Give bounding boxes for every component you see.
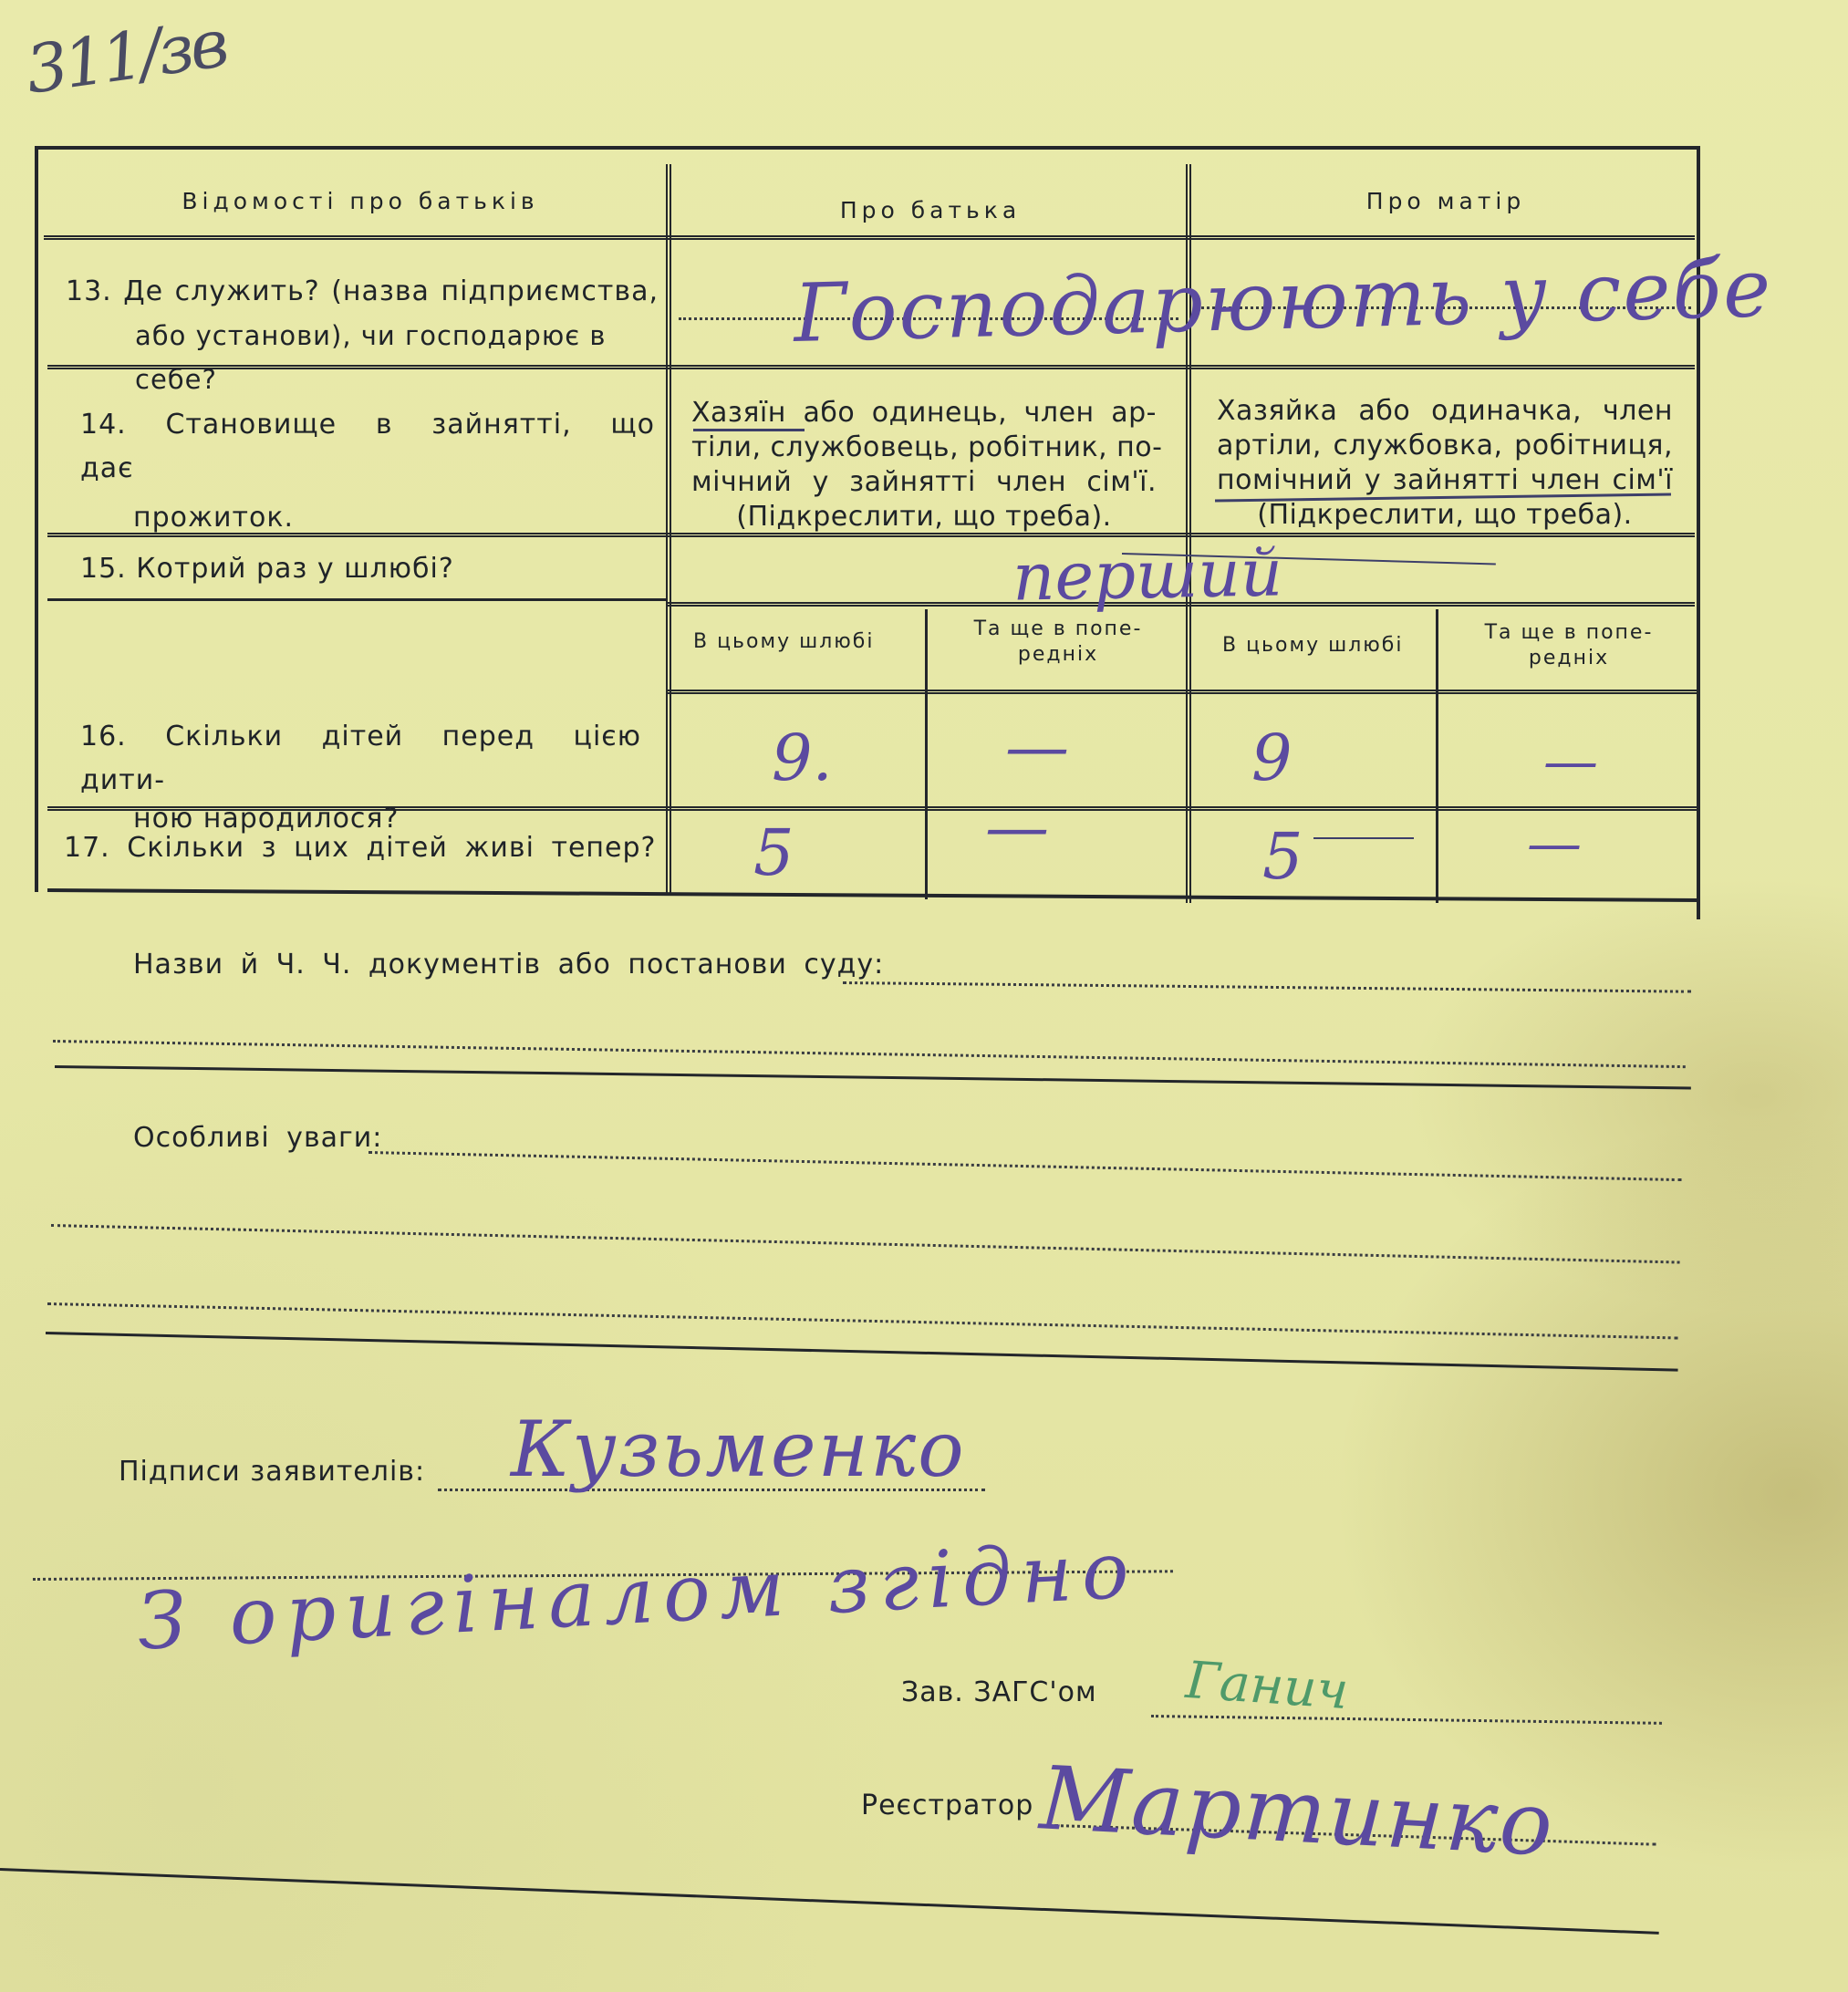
father-option-line-4: (Підкреслити, що треба). [736, 501, 1112, 533]
row-divider-15-left [47, 598, 668, 601]
page-bottom-rule [0, 1868, 1659, 1935]
mother-previous-header-line2: редніх [1528, 647, 1610, 669]
remarks-line-3 [47, 1302, 1678, 1339]
documents-separator [55, 1065, 1691, 1089]
q17-father-this-value: 5 [753, 815, 794, 890]
question-15-label: 15. Котрий раз у шлюбі? [80, 553, 454, 585]
father-previous-header [930, 617, 1186, 668]
table-border-left [35, 146, 38, 892]
documents-line-2 [53, 1040, 1686, 1068]
archive-note: 311/зв [21, 5, 230, 109]
question-16-line2: ною народилося? [133, 803, 400, 835]
table-border-top [35, 146, 1700, 150]
question-17-label [64, 826, 656, 870]
father-employment-options [691, 396, 1163, 534]
q13-handwritten-answer: Господарюють у себе [792, 240, 1774, 361]
mother-option-line-4: (Підкреслити, що треба). [1257, 499, 1633, 531]
mother-previous-header-line1: Та ще в попе- [1484, 621, 1654, 644]
q15-handwritten-answer: перший [1012, 534, 1283, 616]
table-border-bottom [47, 888, 1698, 902]
question-17-text: 17. Скільки з цих дітей живі тепер? [64, 832, 657, 864]
question-14-label [80, 403, 655, 540]
remarks-line-2 [51, 1224, 1680, 1264]
certification-note: З оригіналом згідно [135, 1524, 1140, 1668]
head-label: Зав. ЗАГС'ом [901, 1676, 1097, 1708]
father-previous-header-line1: Та ще в попе- [973, 617, 1143, 640]
head-signature: Ганич [1183, 1650, 1351, 1722]
q17-father-prev-value: — [985, 790, 1049, 865]
question-16-line1: 16. Скільки дітей перед цією дити- [80, 721, 641, 796]
q16-father-this-value: 9. [772, 721, 833, 795]
father-option-line-2: тіли, службовець, робітник, по- [691, 431, 1163, 463]
father-option-line-3: мічний у зайнятті член сім'ї. [691, 466, 1157, 498]
mother-option-line-2: артіли, службовка, робітниця, [1217, 430, 1673, 462]
q17-mother-this-value: 5 [1262, 819, 1303, 894]
header-parents-info: Відомості про батьків [182, 188, 539, 214]
registrar-signature: Мартинко [1037, 1747, 1557, 1876]
mother-option-line-3: помічний у зайнятті член сім'ї [1217, 464, 1673, 496]
remarks-separator [46, 1332, 1678, 1372]
mother-option-line-1: Хазяйка або одиначка, член [1217, 395, 1673, 427]
father-option-underline [693, 429, 805, 431]
row-divider-16-sub [666, 690, 1697, 694]
father-option-line-1: Хазяїн або одинець, член ар- [691, 397, 1157, 429]
q17-mother-prev-value: — [1527, 812, 1582, 876]
question-13-label [66, 270, 659, 401]
documents-label: Назви й Ч. Ч. документів або постанови суду: [133, 949, 885, 980]
q17-mother-stroke [1313, 837, 1414, 839]
header-father: Про батька [839, 197, 1022, 223]
documents-line-1 [843, 981, 1691, 993]
question-13-line2: або установи), чи господарює в себе? [135, 320, 607, 395]
mother-previous-header [1441, 620, 1697, 671]
father-previous-header-line2: редніх [1017, 643, 1099, 666]
q16-mother-prev-value: — [1543, 730, 1598, 794]
q16-father-prev-value: — [1005, 710, 1069, 784]
question-14-line1: 14. Становище в зайнятті, що дає [80, 409, 655, 484]
row-divider-header [44, 235, 1695, 240]
mother-this-marriage-header: В цьому шлюбі [1222, 634, 1404, 657]
q16-mother-this-value: 9 [1251, 721, 1293, 795]
question-14-line2: прожиток. [133, 502, 295, 534]
remarks-label: Особливі уваги: [133, 1122, 383, 1154]
header-mother: Про матір [1365, 188, 1526, 214]
applicants-label: Підписи заявителів: [119, 1456, 426, 1488]
question-16-label [80, 715, 641, 841]
mother-employment-options [1217, 394, 1673, 533]
column-divider-1 [666, 164, 671, 894]
question-13-line1: 13. Де служить? (назва підприємства, [66, 275, 659, 307]
head-signature-line [1151, 1715, 1662, 1725]
applicant-signature: Кузьменко [511, 1405, 966, 1494]
remarks-line-1 [369, 1151, 1682, 1181]
registrar-label: Реєстратор [861, 1790, 1034, 1821]
father-this-marriage-header: В цьому шлюбі [693, 630, 875, 653]
